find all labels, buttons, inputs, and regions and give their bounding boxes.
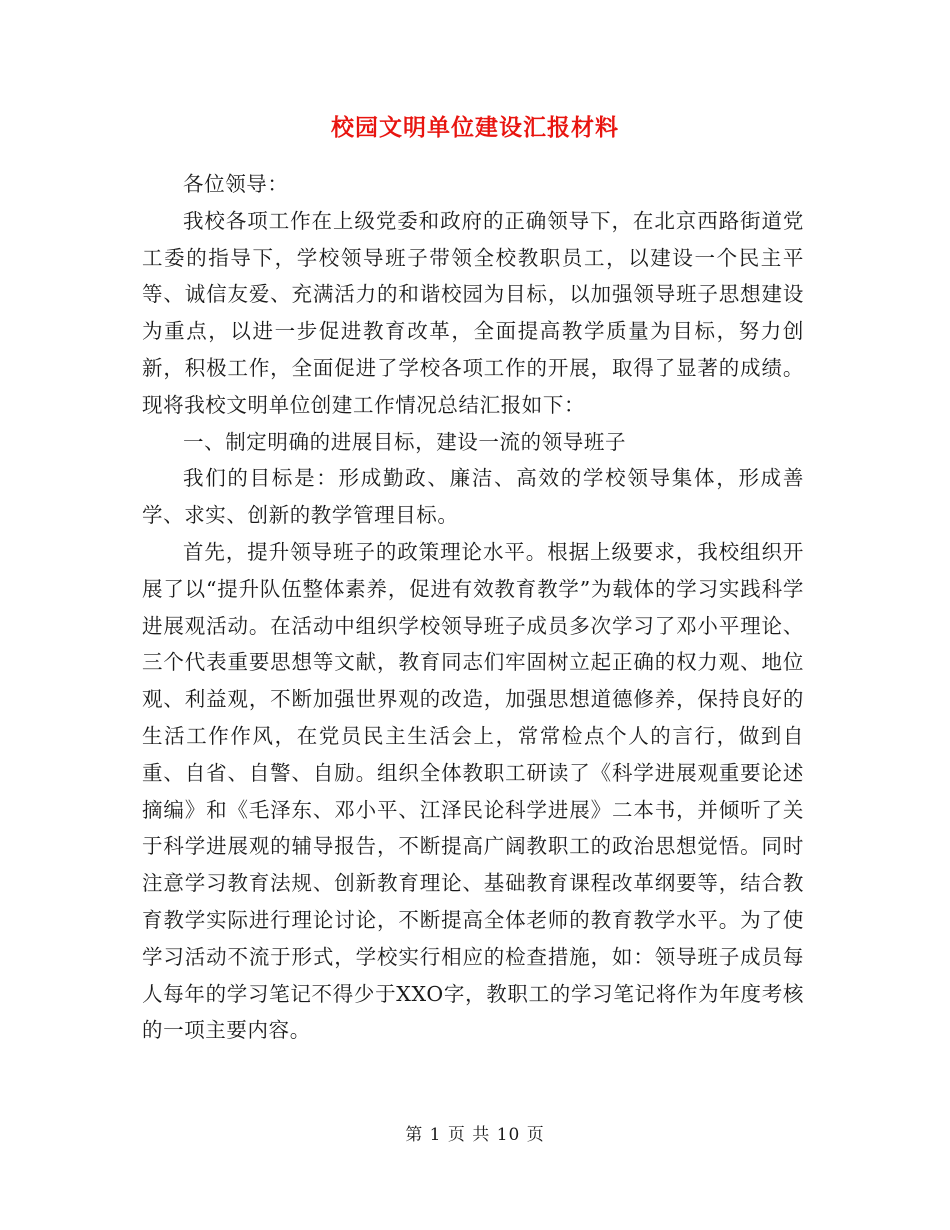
document-title: 校园文明单位建设汇报材料 [331,114,619,141]
section-heading: 一、制定明确的进展目标，建设一流的领导班子 [183,429,627,454]
page-number-footer: 第 1 页 共 10 页 [405,1125,545,1145]
document-body [142,166,804,1049]
goal-paragraph: 我们的目标是：形成勤政、廉洁、高效的学校领导集体，形成善学、求实、创新的教学管理目标。 [142,466,804,528]
detail-paragraph: 首先，提升领导班子的政策理论水平。根据上级要求，我校组织开展了以“提升队伍整体素养，促进有效教育教学”为载体的学习实践科学进展观活动。在活动中组织学校领导班子成员多次学习了邓小平理论、三个代表重要思想等文献，教育同志们牢固树立起正确的权力观、地位观、利益观，不断加强世界观的改造，加强思想道德修养，保持良好的生活工作作风，在党员民主生活会上，常常检点个人的言行，做到自重、自省、自警、自励。组织全体教职工研读了《科学进展观重要论述摘编》和《毛泽东、邓小平、江泽民论科学进展》二本书，并倾听了关于科学进展观的辅导报告，不断提高广阔教职工的政治思想觉悟。同时注意学习教育法规、创新教育理论、基础教育课程改革纲要等，结合教育教学实际进行理论讨论，不断提高全体老师的教育教学水平。为了使学习活动不流于形式，学校实行相应的检查措施，如：领导班子成员每人每年的学习笔记不得少于XXO字，教职工的学习笔记将作为年度考核的一项主要内容。 [142,539,804,1043]
intro-paragraph: 我校各项工作在上级党委和政府的正确领导下，在北京西路街道党工委的指导下，学校领导班子带领全校教职员工，以建设一个民主平等、诚信友爱、充满活力的和谐校园为目标，以加强领导班子思想建设为重点，以进一步促进教育改革，全面提高教学质量为目标，努力创新，积极工作，全面促进了学校各项工作的开展，取得了显著的成绩。现将我校文明单位创建工作情况总结汇报如下： [142,208,804,417]
salutation-paragraph: 各位领导： [183,172,289,196]
